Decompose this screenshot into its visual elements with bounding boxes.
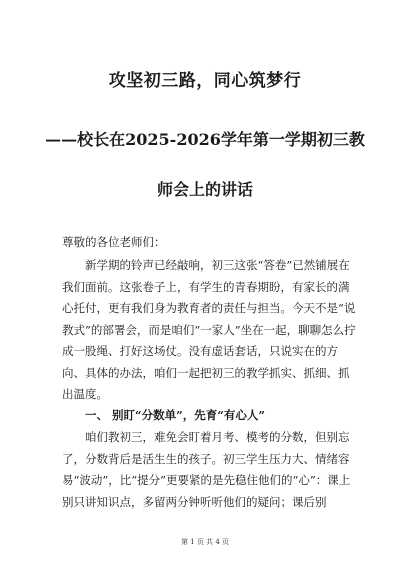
title-line-3: 师会上的讲话 bbox=[156, 180, 253, 199]
title-line-2: ——校长在2025-2026学年第一学期初三教 bbox=[45, 130, 365, 149]
title-line-1: 攻坚初三路，同心筑梦行 bbox=[108, 71, 302, 91]
page-footer: 第 1 页 共 4 页 bbox=[180, 538, 230, 546]
paragraph-1: 新学期的铃声已经敲响，初三这张“答卷”已然铺展在我们面前。这张卷子上，有学生的青春期盼，有家长的满心托付，更有我们身为教育者的责任与担当。今天不是“说教式”的部署会，而是咱们“一家人”坐在一起，聊聊怎么拧成一股绳、打好这场仗。没有虚话套话，只说实在的方向、具体的办法，咱们一起把初三的教学抓实、抓细、抓出温度。 bbox=[62, 258, 356, 401]
greeting: 尊敬的各位老师们： bbox=[62, 235, 166, 249]
section-1-heading: 一、 别盯“分数单”，先育“有心人” bbox=[85, 408, 265, 422]
paragraph-2: 咱们教初三，难免会盯着月考、模考的分数，但别忘了，分数背后是活生生的孩子。初三学生压力大、情绪容易“波动”，比“提分”更要紧的是先稳住他们的“心”：课上别只讲知识点，多留两分钟听听他们的疑问；课后别 bbox=[62, 430, 351, 509]
